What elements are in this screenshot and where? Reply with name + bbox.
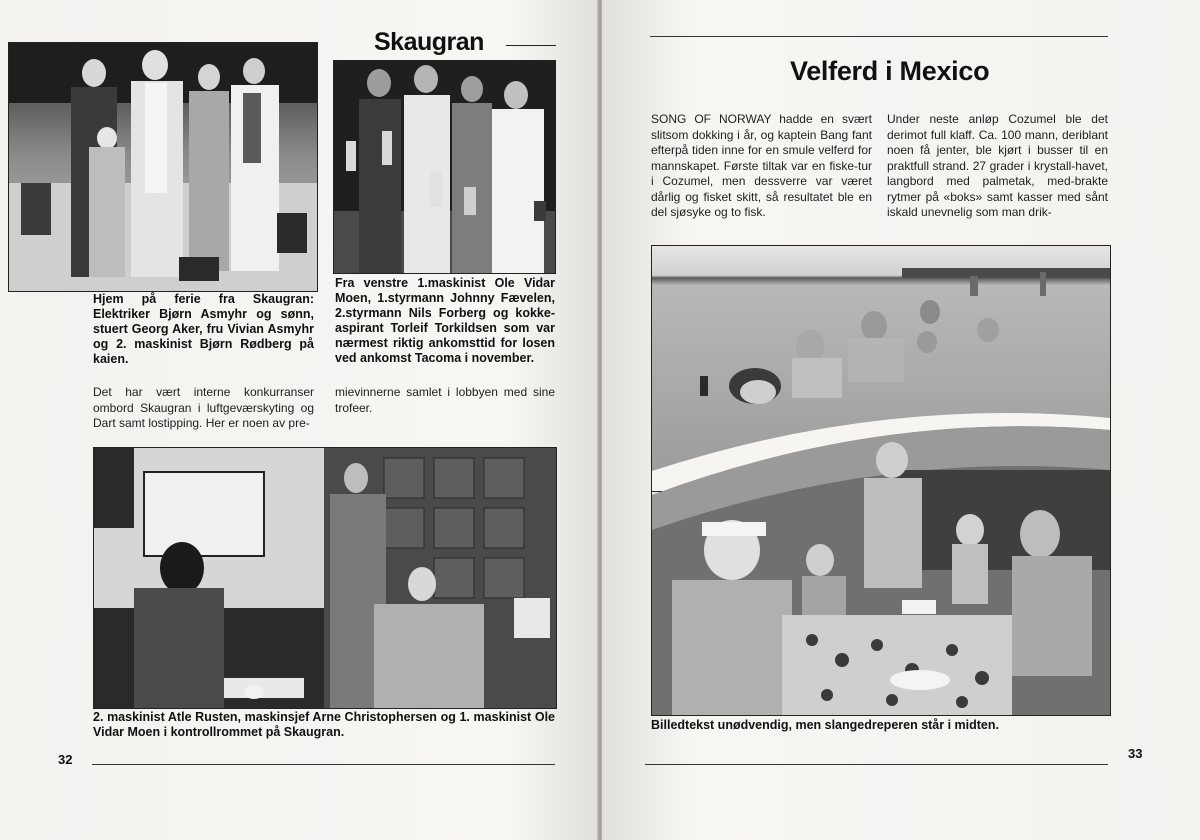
photo-bar-table: [651, 410, 1111, 716]
page-title-velferd: Velferd i Mexico: [790, 56, 990, 86]
body-text-col1: Det har vært interne konkurranser ombord Skaugran i luftgeværskyting og Dart samt lostipping. Her er noen av pre-: [93, 385, 314, 430]
title-rule: [506, 45, 556, 46]
photo-trophy-winners: [333, 60, 556, 274]
photo-control-room: [93, 447, 557, 709]
caption-trophies: Fra venstre 1.maskinist Ole Vidar Moen, 1.styrmann Johnny Fævelen, 2.styrmann Nils Forberg og kokke-aspirant Torleif Torkildsen som var nærmest riktig ankomsttid for losen ved ankomst Tacoma i november.: [335, 276, 555, 365]
body-text-col2: mievinnerne samlet i lobbyen med sine trofeer.: [335, 385, 555, 415]
caption-family: Hjem på ferie fra Skaugran: Elektriker Bjørn Asmyhr og sønn, stuert Georg Aker, fru Vivian Asmyhr og 2. maskinist Bjørn Rødberg på kaien.: [93, 292, 314, 366]
caption-control-room: 2. maskinist Atle Rusten, maskinsjef Arne Christophersen og 1. maskinist Ole Vidar Moen i kontrollrommet på Skaugran.: [93, 710, 555, 739]
caption-beach: Billedtekst unødvendig, men slangedreperen står i midten.: [651, 718, 999, 732]
right-body-col1: SONG OF NORWAY hadde en svært slitsom dokking i år, og kaptein Bang fant efterpå tiden inne for en smule velferd for mannskapet. Første tiltak var en fiske-tur i Cozumel, men dessverre var været dårlig og fisket skitt, så resultatet ble en del sjøsyke og to fisk.: [651, 112, 872, 219]
footer-rule-left: [92, 764, 555, 765]
left-page: [0, 0, 598, 840]
page-number-left: 32: [58, 752, 73, 767]
photo-family-on-quay: [8, 42, 318, 292]
header-rule-right: [650, 36, 1108, 37]
right-body-col2: Under neste anløp Cozumel ble det derimot full klaff. Ca. 100 mann, deriblant noen få jenter, ble kjørt i busser til en praktfull strand. 27 grader i krystall-havet, langbord med palmetak, med-brakte rytmer på «boks» samt kasser med sånt iskald unevnelig som man drik-: [887, 112, 1108, 219]
page-title-skaugran: Skaugran: [374, 28, 484, 56]
page-number-right: 33: [1128, 746, 1143, 761]
footer-rule-right: [645, 764, 1108, 765]
